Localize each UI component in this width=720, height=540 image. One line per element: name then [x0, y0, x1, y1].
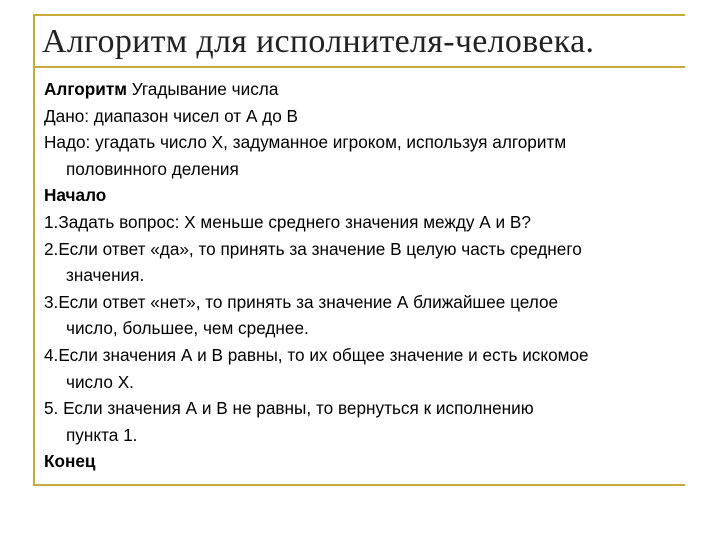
step-5-continuation: пункта 1.	[66, 424, 138, 445]
step-2-continuation: значения.	[66, 265, 145, 286]
step-3-continuation: число, большее, чем среднее.	[66, 318, 309, 339]
slide-title: Алгоритм для исполнителя-человека.	[42, 23, 595, 60]
slide-frame-left-line	[33, 14, 35, 486]
algorithm-keyword: Алгоритм	[44, 79, 127, 99]
step-2: 2.Если ответ «да», то принять за значение В целую часть среднего	[44, 238, 582, 259]
goal-line: Надо: угадать число Х, задуманное игроком, используя алгоритм	[44, 132, 567, 153]
step-4: 4.Если значения А и В равны, то их общее значение и есть искомое	[44, 344, 589, 365]
given-line: Дано: диапазон чисел от А до В	[44, 105, 299, 126]
slide-body	[44, 76, 684, 475]
title-divider-line	[33, 66, 685, 68]
step-1: 1.Задать вопрос: Х меньше среднего значения между А и В?	[44, 211, 531, 232]
step-3: 3.Если ответ «нет», то принять за значение А ближайшее целое	[44, 291, 559, 312]
algorithm-line	[44, 76, 684, 103]
step-4-continuation: число Х.	[66, 371, 134, 392]
slide-frame-top-line	[33, 14, 685, 16]
begin-keyword: Начало	[44, 185, 107, 206]
slide-frame-bottom-line	[33, 484, 685, 486]
end-keyword: Конец	[44, 451, 96, 472]
goal-line-continuation: половинного деления	[66, 158, 239, 179]
algorithm-name: Угадывание числа	[126, 79, 279, 99]
step-5: 5. Если значения А и В не равны, то вернуться к исполнению	[44, 398, 534, 419]
